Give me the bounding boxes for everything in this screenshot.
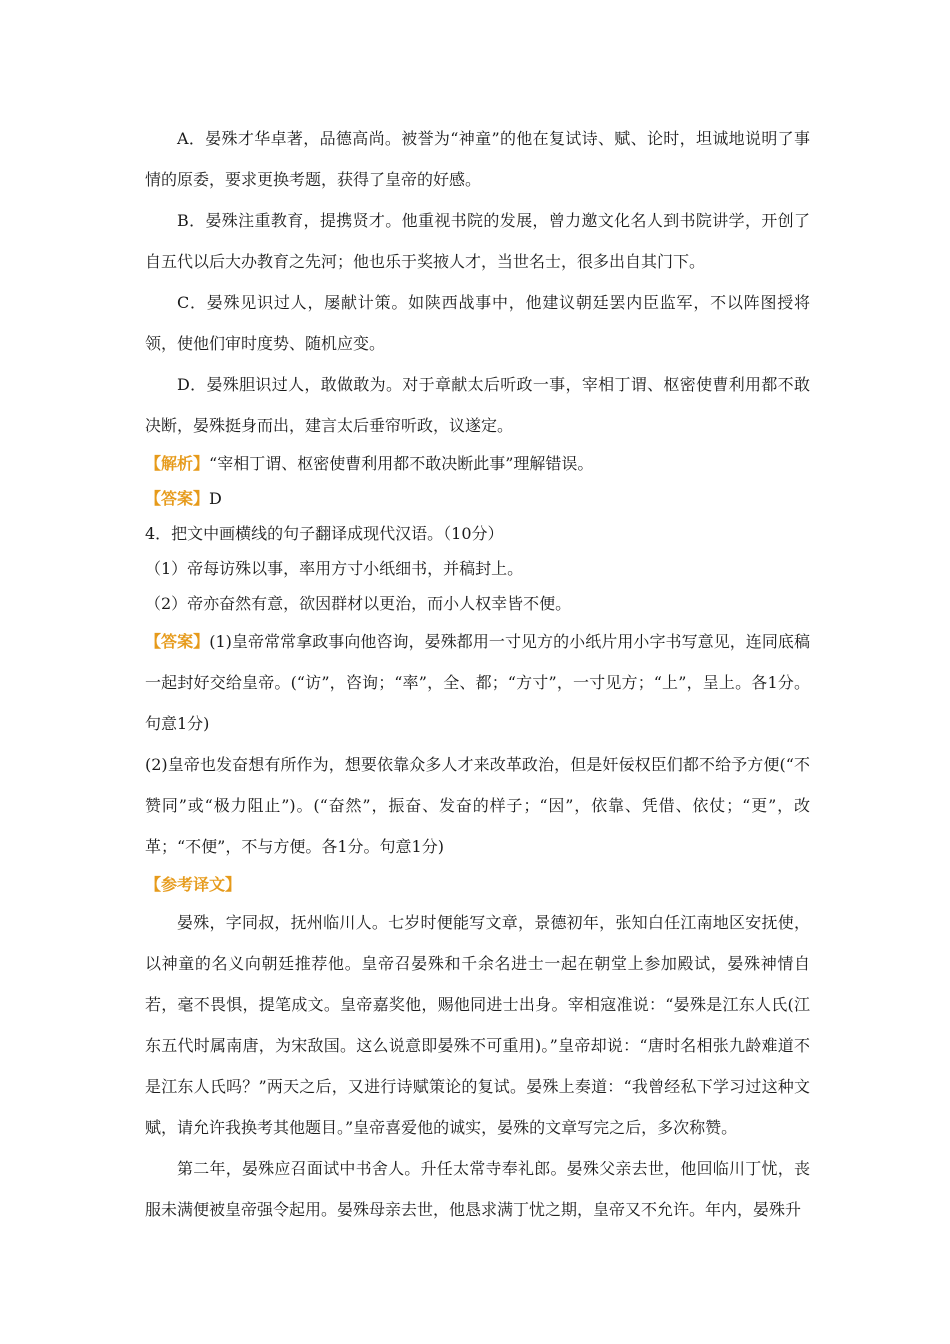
answer3-text: D [209,489,222,508]
analysis-label: 【解析】 [145,454,210,473]
question4-sentence-1: （1）帝每访殊以事，率用方寸小纸细书，并稿封上。 [145,559,524,578]
answer4-text-1: (1)皇帝常常拿政事向他咨询，晏殊都用一寸见方的小纸片用小字书写意见，连同底稿一起封好交给皇帝。(“访”，咨询；“率”，全、都；“方寸”，一寸见方；“上”，呈上。各1分。句意1分) [145,632,810,733]
document-content [145,118,810,1230]
answer4-label: 【答案】 [145,632,210,651]
option-c: C．晏殊见识过人，屡献计策。如陕西战事中，他建议朝廷罢内臣监军，不以阵图授将领，使他们审时度势、随机应变。 [145,293,810,353]
translation-heading [145,867,810,902]
question4-title: 4．把文中画横线的句子翻译成现代汉语。（10分） [145,524,504,543]
answer3-line [145,481,810,516]
translation-paragraph-1: 晏殊，字同叔，抚州临川人。七岁时便能写文章，景德初年，张知白任江南地区安抚使，以神童的名义向朝廷推荐他。皇帝召晏殊和千余名进士一起在朝堂上参加殿试，晏殊神情自若，毫不畏惧，提笔成文。皇帝嘉奖他，赐他同进士出身。宰相寇准说：“晏殊是江东人氏(江东五代时属南唐，为宋敌国。这么说意即晏殊不可重用)。”皇帝却说：“唐时名相张九龄难道不是江东人氏吗？”两天之后，又进行诗赋策论的复试。晏殊上奏道：“我曾经私下学习过这种文赋，请允许我换考其他题目。”皇帝喜爱他的诚实，晏殊的文章写完之后，多次称赞。 [145,913,810,1137]
analysis-line [145,446,810,481]
translation-label: 【参考译文】 [145,875,242,894]
answer4-part-2: (2)皇帝也发奋想有所作为，想要依靠众多人才来改革政治，但是奸佞权臣们都不给予方便(“不赞同”或“极力阻止”)。(“奋然”，振奋、发奋的样子；“因”，依靠、凭借、依仗；“更”，改革；“不便”，不与方便。各1分。句意1分) [145,755,810,856]
question4-sentence-2: （2）帝亦奋然有意，欲因群材以更治，而小人权幸皆不便。 [145,594,572,613]
analysis-text: “宰相丁谓、枢密使曹利用都不敢决断此事”理解错误。 [209,454,594,473]
option-b: B．晏殊注重教育，提携贤才。他重视书院的发展，曾力邀文化名人到书院讲学，开创了自五代以后大办教育之先河；他也乐于奖掖人才，当世名士，很多出自其门下。 [145,211,810,271]
answer4-part-1 [145,621,810,744]
answer3-label: 【答案】 [145,489,210,508]
translation-paragraph-2: 第二年，晏殊应召面试中书舍人。升任太常寺奉礼郎。晏殊父亲去世，他回临川丁忧，丧服未满便被皇帝强令起用。晏殊母亲去世，他恳求满丁忧之期，皇帝又不允许。年内，晏殊升 [145,1159,810,1219]
option-a: A．晏殊才华卓著，品德高尚。被誉为“神童”的他在复试诗、赋、论时，坦诚地说明了事情的原委，要求更换考题，获得了皇帝的好感。 [145,129,810,189]
option-d: D．晏殊胆识过人，敢做敢为。对于章献太后听政一事，宰相丁谓、枢密使曹利用都不敢决断，晏殊挺身而出，建言太后垂帘听政，议遂定。 [145,375,810,435]
